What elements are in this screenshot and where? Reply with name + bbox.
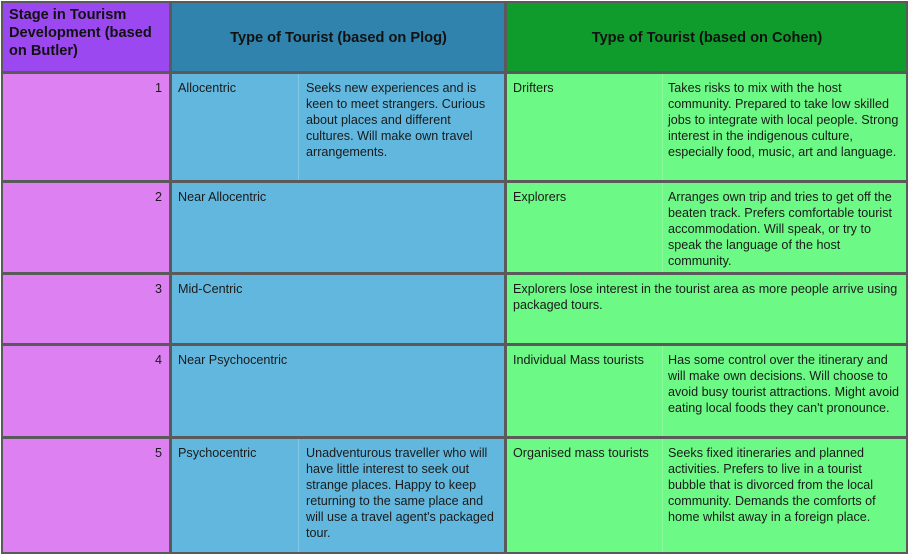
cohen-type-cell: Explorers lose interest in the tourist area as more people arrive using packaged tours. — [507, 275, 906, 343]
cohen-type-cell: Drifters — [507, 74, 662, 180]
plog-type-cell: Near Allocentric — [172, 183, 504, 272]
stage-cell: 2 — [3, 183, 169, 272]
tourism-comparison-table — [1, 1, 908, 554]
column-divider — [298, 439, 299, 552]
header-stage-label: Stage in Tourism Development (based on Butler) — [9, 7, 152, 59]
cohen-desc-cell: Seeks fixed itineraries and planned activities. Prefers to live in a tourist bubble that is divorced from the local community. Demands the comforts of home whilst away in a foreign place. — [662, 439, 906, 552]
header-cohen — [507, 3, 906, 71]
header-cohen-label: Type of Tourist (based on Cohen) — [591, 30, 823, 46]
plog-type-cell: Psychocentric — [172, 439, 298, 552]
plog-type-cell: Allocentric — [172, 74, 298, 180]
stage-cell: 4 — [3, 346, 169, 436]
header-plog — [172, 3, 504, 71]
cohen-desc-cell: Takes risks to mix with the host community. Prepared to take low skilled jobs to integrate with local people. Strong interest in the indigenous culture, especially food, music, art and language. — [662, 74, 906, 180]
column-divider — [662, 346, 663, 436]
stage-cell: 5 — [3, 439, 169, 552]
plog-type-cell: Near Psychocentric — [172, 346, 504, 436]
cohen-type-cell: Organised mass tourists — [507, 439, 662, 552]
cohen-type-cell: Explorers — [507, 183, 662, 272]
plog-desc-cell: Seeks new experiences and is keen to meet strangers. Curious about places and different cultures. Will make own travel arrangements. — [298, 74, 504, 180]
column-divider — [662, 183, 663, 272]
stage-cell: 3 — [3, 275, 169, 343]
header-stage — [3, 3, 169, 71]
cohen-type-cell: Individual Mass tourists — [507, 346, 662, 436]
plog-type-cell: Mid-Centric — [172, 275, 504, 343]
plog-desc-cell: Unadventurous traveller who will have little interest to seek out strange places. Happy to keep returning to the same place and will use a travel agent's packaged tour. — [298, 439, 504, 552]
header-plog-label: Type of Tourist (based on Plog) — [230, 30, 447, 46]
column-divider — [662, 74, 663, 180]
cohen-desc-cell: Arranges own trip and tries to get off the beaten track. Prefers comfortable tourist accommodation. Will speak, or try to speak the language of the host community. — [662, 183, 906, 272]
cohen-desc-cell: Has some control over the itinerary and will make own decisions. Will choose to avoid busy tourist attractions. Might avoid eating local foods they can't pronounce. — [662, 346, 906, 436]
column-divider — [662, 439, 663, 552]
column-divider — [298, 74, 299, 180]
stage-cell: 1 — [3, 74, 169, 180]
